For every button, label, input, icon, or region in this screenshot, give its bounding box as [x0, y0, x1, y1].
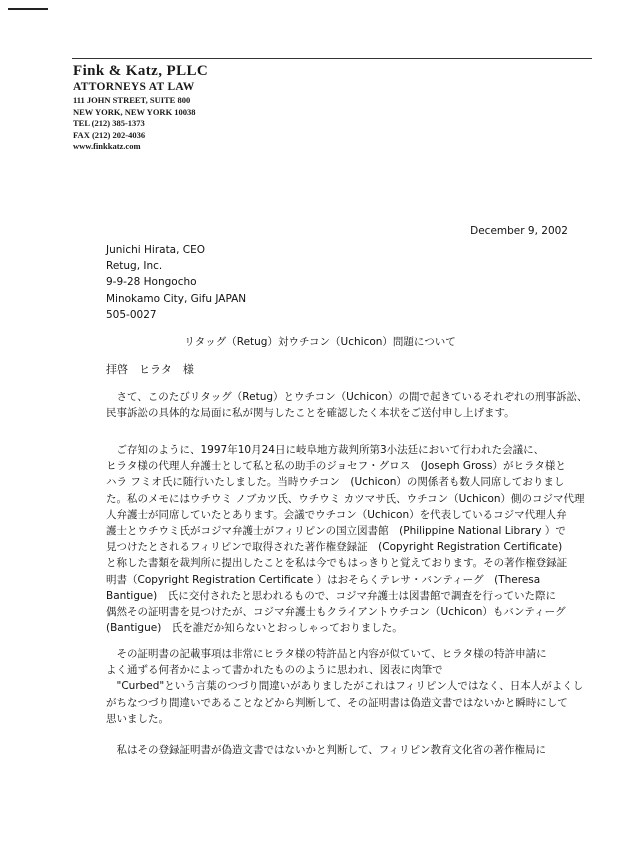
text-line: た。私のメモにはウチウミ ノブカツ氏、ウチウミ カツマサ氏、ウチコン（Uchicon）側のコジマ代理 — [106, 492, 585, 505]
text-line: がちなつづり間違いであることなどから判断して、その証明書は偽造文書ではないかと瞬時にして — [106, 696, 568, 709]
recipient-block — [106, 242, 246, 323]
recipient-street: 9-9-28 Hongocho — [106, 276, 197, 289]
text-line: 見つけたとされるフィリピンで取得された著作権登録証 (Copyright Registration Certificate) — [106, 541, 563, 554]
recipient-postal-code: 505-0027 — [106, 308, 157, 321]
text-line: よく通ずる何者かによって書かれたもののように思われ、図表に肉筆で — [106, 664, 443, 677]
recipient-city: Minokamo City, Gifu JAPAN — [106, 292, 247, 305]
subject-line: リタッグ（Retug）対ウチコン（Uchicon）問題について — [184, 336, 456, 348]
firm-subtitle: ATTORNEYS AT LAW — [73, 81, 195, 93]
text-line: "Curbed"という言葉のつづり間違いがありましたがこれはフィリピン人ではなく、日本人がよくし — [106, 680, 584, 693]
text-line: Bantigue) 氏に交付されたと思われるもので、コジマ弁護士は図書館で調査を行っていた際に — [106, 589, 556, 602]
website: www.finkkatz.com — [73, 141, 141, 151]
street-address: 111 JOHN STREET, SUITE 800 — [73, 95, 191, 105]
paragraph-certificate — [106, 646, 584, 727]
letter-date: December 9, 2002 — [470, 225, 568, 237]
paragraph-intro — [106, 389, 588, 421]
text-line: と称した書類を裁判所に提出したことを私は今でもはっきりと覚えております。その著作権登録証 — [106, 557, 568, 570]
firm-name: Fink & Katz, PLLC — [73, 63, 209, 79]
paragraph-meeting — [106, 442, 585, 636]
text-line: 明書（Copyright Registration Certificate ）はおそらくテレサ・バンティーグ (Theresa — [106, 573, 541, 586]
letterhead — [73, 63, 208, 153]
letterhead-address — [73, 95, 208, 153]
salutation: 拝啓 ヒラタ 様 — [106, 363, 194, 376]
telephone: TEL (212) 385-1373 — [73, 118, 145, 128]
recipient-company: Retug, Inc. — [106, 260, 163, 273]
text-line: 偶然その証明書を見つけたが、コジマ弁護士もクライアントウチコン（Uchicon）もバンティーグ — [106, 606, 566, 619]
text-line: 護士とウチウミ氏がコジマ弁護士がフィリピンの国立図書館 (Philippine National Library ）で — [106, 525, 566, 538]
fax: FAX (212) 202-4036 — [73, 129, 146, 140]
text-line: (Bantigue) 氏を誰だか知らないとおっしゃっておりました。 — [106, 622, 403, 635]
text-line: 人弁護士が同席していたとあります。会議でウチコン（Uchicon）を代表しているコジマ代理人弁 — [106, 508, 567, 521]
scan-mark — [8, 8, 48, 10]
paragraph-closing — [106, 742, 556, 758]
city-address: NEW YORK, NEW YORK 10038 — [73, 106, 196, 117]
text-line: さて、このたびリタッグ（Retug）とウチコン（Uchicon）の間で起きているそれぞれの刑事訴訟、 — [106, 391, 588, 403]
recipient-name: Junichi Hirata, CEO — [106, 244, 206, 256]
text-line: その証明書の記載事項は非常にヒラタ様の特許品と内容が似ていて、ヒラタ様の特許申請に — [106, 648, 547, 660]
text-line: ご存知のように、1997年10月24日に岐阜地方裁判所第3小法廷において行われた会議に、 — [106, 444, 545, 456]
text-line: 民事訴訟の具体的な局面に私が関与したことを確認したく本状をご送付申し上げます。 — [106, 407, 515, 420]
text-line: 私はその登録証明書が偽造文書ではないかと判断して、フィリピン教育文化省の著作権局に — [106, 744, 546, 756]
letterhead-rule — [72, 58, 592, 59]
text-line: ハラ フミオ氏に随行いたしました。当時ウチコン (Uchicon）の関係者も数人同席しておりまし — [106, 476, 565, 489]
text-line: 思いました。 — [106, 712, 169, 725]
text-line: ヒラタ様の代理人弁護士として私と私の助手のジョセフ・グロス (Joseph Gross）がヒラタ様と — [106, 460, 566, 473]
